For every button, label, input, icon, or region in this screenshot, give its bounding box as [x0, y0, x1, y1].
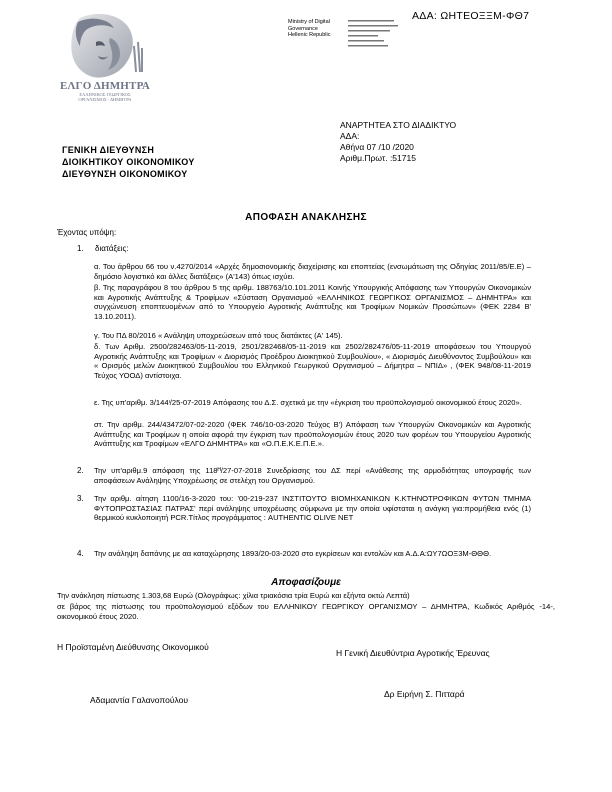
department-line-2: ΔΙΟΙΚΗΤΙΚΟΥ ΟΙΚΟΝΟΜΙΚΟΥ — [62, 157, 195, 167]
document-title: ΑΠΟΦΑΣΗ ΑΝΑΚΛΗΣΗΣ — [245, 212, 367, 223]
right-signatory-title: Η Γενική Διευθύντρια Αγροτικής Έρευνας — [336, 648, 490, 658]
logo-sub-2: ΟΡΓΑΝΙΣΜΟΣ - ΔΗΜΗΤΡΑ — [78, 97, 132, 102]
department-line-1: ΓΕΝΙΚΗ ΔΙΕΥΘΥΝΣΗ — [62, 145, 155, 155]
right-signatory-name: Δρ Ειρήνη Σ. Πιτταρά — [384, 689, 465, 699]
clause-c: γ. Του ΠΔ 80/2016 « Ανάληψη υποχρεώσεων από τους διατάκτες (Α' 145). — [94, 331, 343, 340]
decision-heading: Αποφασίζουμε — [271, 577, 341, 588]
elgo-logo — [50, 12, 160, 108]
document-meta — [340, 120, 456, 164]
item-3-text: Την αριθμ. αίτηση 1100/16-3-2020 του: '00-219-237 ΙΝΣΤΙΤΟΥΤΟ ΒΙΟΜΗΧΑΝΙΚΩΝ Κ.ΚΤΗΝΟΤΡΟΦΙΚΩΝ ΦΥΤΩΝ ΤΜΗΜΑ ΦΥΤΟΠΡΟΣΤΑΣΙΑΣ ΠΑΤΡΑΣ' περί ανάληψης υποχρέωσης σύμφωνα με την οποία υφίσταται η ανάγκη για:προμήθεια ενός (1) θερμικού κυκλοποιητή PCR.Τίτλος προγράμματος : AUTHENTIC OLIVE NET — [94, 494, 531, 522]
clause-st: στ. Την αριθμ. 244/43472/07-02-2020 (ΦΕΚ 746/10-03-2020 Τεύχος Β') Απόφαση των Υπουργών Οικονομικών και Αγροτικής Ανάπτυξης και Τροφίμων η οποία αφορά την έγκριση των προϋπολογισμών έτους 2020 των φορέων του Υπουργείου Αγροτικής Ανάπτυξης και Τροφίμων «ΕΛΓΟ ΔΗΜΗΤΡΑ» και «Ο.Π.Ε.Κ.Ε.Π.Ε.». — [94, 420, 531, 448]
left-signatory-name: Αδαμαντία Γαλανοπούλου — [90, 695, 189, 705]
ministry-signature-stamp — [348, 19, 404, 53]
post-online-label: ΑΝΑΡΤΗΤΕΑ ΣΤΟ ΔΙΑΔΙΚΤΥΟ — [340, 120, 457, 130]
decision-line-2: σε βάρος της πίστωσης του προϋπολογισμού εξόδων του ΕΛΛΗΝΙΚΟΥ ΓΕΩΡΓΙΚΟΥ ΟΡΓΑΝΙΣΜΟΥ – ΔΗΜΗΤΡΑ, Κωδικός Αριθμός -14-, οικονομικού έτους 2020. — [57, 602, 555, 621]
decision-line-1: Την ανάκληση πίστωσης 1.303,68 Ευρώ (Ολογράφως: χίλια τριακόσια τρία Ευρώ και εξήντα οκτώ Λεπτά) — [57, 591, 410, 600]
logo-sub-1: ΕΛΛΗΝΙΚΟΣ ΓΕΩΡΓΙΚΟΣ — [79, 92, 131, 97]
item-1-text: διατάξεις: — [95, 244, 129, 253]
ministry-line-1: Ministry of Digital — [288, 19, 330, 25]
item-number-3: 3. — [77, 494, 84, 503]
item-number-2: 2. — [77, 466, 84, 475]
item-2-text: Την υπ'αριθμ.9 απόφαση της 118ᴴ/27-07-2018 Συνεδρίασης του ΔΣ περί «Ανάθεσης της αρμοδιότητας υπογραφής των αποφάσεων Ανάληψης Υποχρέωσης σε στελέχη του Οργανισμού. — [94, 466, 531, 485]
clause-d: δ. Των Αριθμ. 2500/282463/05-11-2019, 2501/282468/05-11-2019 και 2502/282476/05-11-2019 αποφάσεων του Υπουργού Αγροτικής Ανάπτυξης και Τροφίμων « Διορισμός Προέδρου Διοικητικού Συμβουλίου», « Διορισμός Διευθύνοντος Συμβούλου» και « Ορισμός μελών Διοικητικού Συμβουλίου του Ελληνικού Γεωργικού Οργανισμού – Δήμητρα – ΝΠΙΔ» , (ΦΕΚ 948/08-11-2019 Τεύχος ΥΟΟΔ) αντίστοιχα. — [94, 342, 531, 380]
department-header — [62, 144, 195, 180]
item-number-1: 1. — [77, 244, 84, 253]
demeter-head-icon — [50, 12, 160, 82]
item-number-4: 4. — [77, 549, 84, 558]
digital-signature-icon — [348, 19, 404, 51]
clause-b: β. Της παραγράφου 8 του άρθρου 5 της αριθμ. 188763/10.101.2011 Κοινής Υπουργικής Απόφασης των Υπουργών Οικονομικών και Αγροτικής Ανάπτυξης & Τροφίμων «Σύσταση Οργανισμού «ΕΛΛΗΝΙΚΟΣ ΓΕΩΡΓΙΚΟΣ ΟΡΓΑΝΙΣΜΟΣ – ΔΗΜΗΤΡΑ» και συγχώνευση εποπτευομένων από το Υπουργείο Αγροτικής Ανάπτυξης και Τροφίμων Νομικών Προσώπων» (ΦΕΚ 2284 Β' 13.10.2011). — [94, 283, 531, 321]
clause-e: ε. Της υπ'αριθμ. 3/144ᶦ/25-07-2019 Απόφασης του Δ.Σ. σχετικά με την «έγκριση του προϋπολογισμού οικονομικού έτους 2020». — [94, 398, 522, 407]
ada-label: ΑΔΑ: — [340, 131, 360, 141]
logo-name: ΕΛΓΟ ΔΗΜΗΤΡΑ — [59, 80, 151, 92]
document-date: Αθήνα 07 /10 /2020 — [340, 142, 414, 152]
clause-a: α. Του άρθρου 66 του ν.4270/2014 «Αρχές δημοσιονομικής διαχείρισης και εποπτείας (ενσωμάτωση της Οδηγίας 2011/85/Ε.Ε) –δημόσιο λογιστικό και άλλες διατάξεις» (Α'143) όπως ισχύει. — [94, 262, 531, 281]
ministry-label — [288, 19, 331, 39]
ministry-line-3: Hellenic Republic — [288, 32, 331, 38]
item-4-text: Την ανάληψη δαπάνης με αα καταχώρησης 1893/20-03-2020 στο εγκρίσεων και εντολών και Α.Δ.Α:ΩΥ7ΩΟΞ3Μ-ΘΘΘ. — [94, 549, 492, 558]
ada-code: ΑΔΑ: ΩΗΤΕΟΞΞΜ-ΦΘ7 — [412, 10, 530, 22]
left-signatory-title: Η Προϊσταμένη Διεύθυνσης Οικονομικού — [57, 642, 209, 652]
considering-label: Έχοντας υπόψη: — [57, 228, 117, 237]
protocol-number: Αριθμ.Πρωτ. :51715 — [340, 153, 416, 163]
ministry-line-2: Governance — [288, 25, 318, 32]
department-line-3: ΔΙΕΥΘΥΝΣΗ ΟΙΚΟΝΟΜΙΚΟΥ — [62, 169, 188, 179]
